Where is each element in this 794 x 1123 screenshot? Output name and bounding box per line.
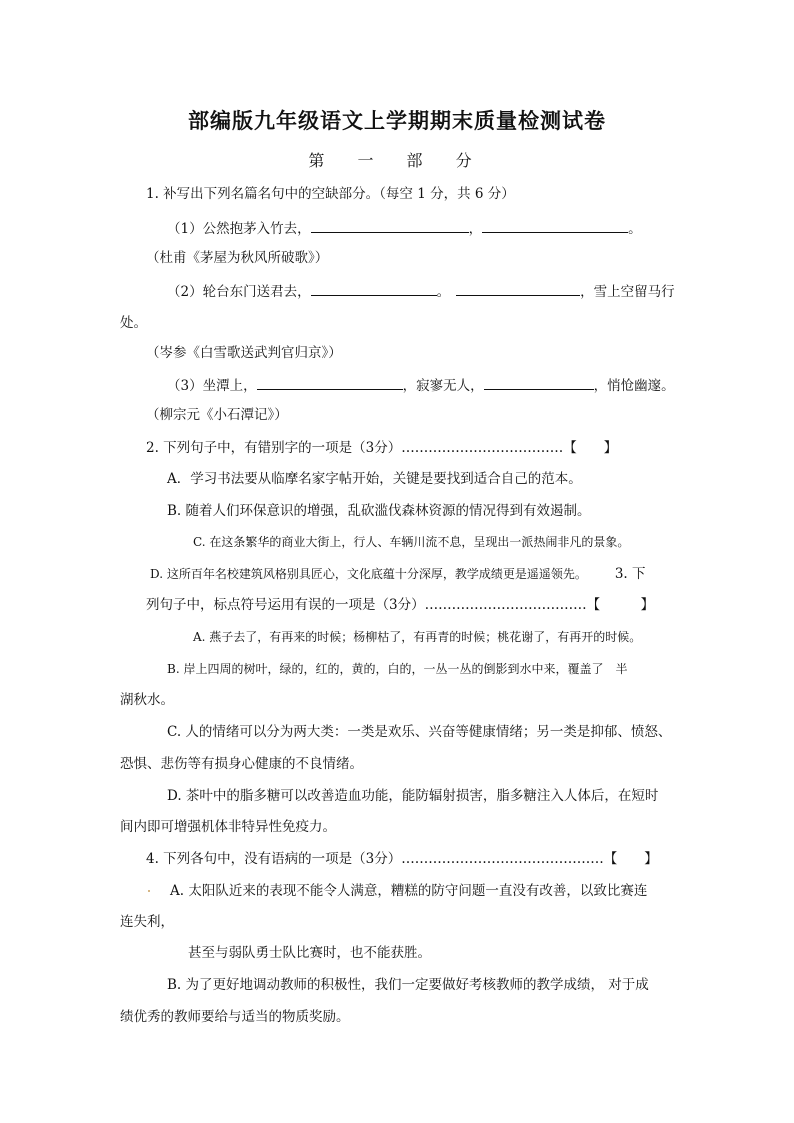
q3-option-d-continuation: 间内即可增强机体非特异性免疫力。 — [120, 819, 336, 835]
q4-option-b-continuation: 绩优秀的教师要给与适当的物质奖励。 — [120, 1009, 350, 1025]
q1-item1-text-b: ， — [468, 221, 483, 237]
q2-option-d — [150, 565, 646, 583]
q2-option-a: A．学习书法要从临摩名家字帖开始，关键是要找到适合自己的范本。 — [167, 471, 582, 487]
part-heading: 第 一 部 分 — [308, 151, 486, 170]
q2-option-b: B. 随着人们环保意识的增强，乱砍滥伐森林资源的情况得到有效遏制。 — [167, 503, 591, 519]
q1-blank-6[interactable] — [484, 376, 594, 390]
q1-blank-2[interactable] — [482, 219, 628, 233]
q3-option-b: B. 岸上四周的树叶，绿的，红的，黄的，白的，一丛一丛的倒影到水中来，覆盖了 半 — [167, 662, 628, 676]
q1-item1 — [167, 219, 642, 238]
stray-dot-mark — [148, 890, 150, 892]
q1-blank-5[interactable] — [257, 376, 403, 390]
q2-option-d-text: D. 这所百年名校建筑风格别具匠心，文化底蕴十分深厚，教学成绩更是遥遥领先。 — [150, 567, 587, 581]
q3-option-a: A. 燕子去了，有再来的时候；杨柳枯了，有再青的时候；桃花谢了，有再开的时候。 — [193, 630, 642, 644]
q3-number: 3. 下 — [614, 566, 646, 582]
q1-blank-3[interactable] — [311, 282, 437, 296]
q1-item2-text-b: 。 — [436, 284, 451, 300]
q1-item3-source: （柳宗元《小石潭记》） — [146, 407, 288, 423]
q1-item3 — [167, 376, 675, 395]
q1-item3-text-a: （3）坐潭上， — [167, 378, 257, 394]
q3-option-c-continuation: 恐惧、悲伤等有损身心健康的不良情绪。 — [120, 756, 363, 772]
q2-option-c: C. 在这条繁华的商业大街上，行人、车辆川流不息，呈现出一派热闹非凡的景象。 — [193, 535, 630, 549]
q1-item3-text-c: ，悄怆幽邃。 — [593, 378, 675, 394]
q4-option-a: A. 太阳队近来的表现不能令人满意，糟糕的防守问题一直没有改善，以致比赛连 — [170, 883, 648, 899]
q1-blank-4[interactable] — [456, 282, 580, 296]
q1-stem: 1. 补写出下列名篇名句中的空缺部分。（每空 1 分，共 6 分） — [146, 186, 515, 202]
q3-stem: 列句子中，标点符号运用有误的一项是（3分）………………………………【 】 — [146, 597, 655, 613]
q1-blank-1[interactable] — [311, 219, 469, 233]
page-title: 部编版九年级语文上学期期末质量检测试卷 — [188, 109, 606, 133]
q1-item1-text-a: （1）公然抱茅入竹去， — [167, 221, 311, 237]
q3-option-d: D. 茶叶中的脂多糖可以改善造血功能，能防辐射损害，脂多糖注入人体后，在短时 — [167, 788, 659, 804]
q4-option-b: B. 为了更好地调动教师的积极性，我们一定要做好考核教师的教学成绩， 对于成 — [167, 977, 649, 993]
q4-stem: 4. 下列各句中，没有语病的一项是（3分）………………………………………【 】 — [146, 851, 658, 867]
q1-item2-continuation: 处。 — [120, 315, 147, 331]
q1-item1-text-c: 。 — [628, 221, 642, 237]
q4-option-a-continuation: 连失利， — [120, 914, 174, 930]
q1-item2-source: （岑参《白雪歌送武判官归京》） — [146, 345, 342, 361]
q1-item2-text-c: ，雪上空留马行 — [580, 284, 675, 300]
q1-item2 — [167, 282, 675, 301]
q3-option-c: C. 人的情绪可以分为两大类：一类是欢乐、兴奋等健康情绪；另一类是抑郁、愤怒、 — [167, 724, 672, 740]
q1-item1-source: （杜甫《茅屋为秋风所破歌》） — [146, 250, 329, 266]
q3-option-b-continuation: 湖秋水。 — [120, 692, 174, 708]
q2-stem: 2. 下列句子中，有错别字的一项是（3分）………………………………【 】 — [146, 440, 618, 456]
q1-item3-text-b: ，寂寥无人， — [402, 378, 484, 394]
q4-option-a-continuation-2: 甚至与弱队勇士队比赛时，也不能获胜。 — [188, 945, 431, 961]
q1-item2-text-a: （2）轮台东门送君去， — [167, 284, 311, 300]
